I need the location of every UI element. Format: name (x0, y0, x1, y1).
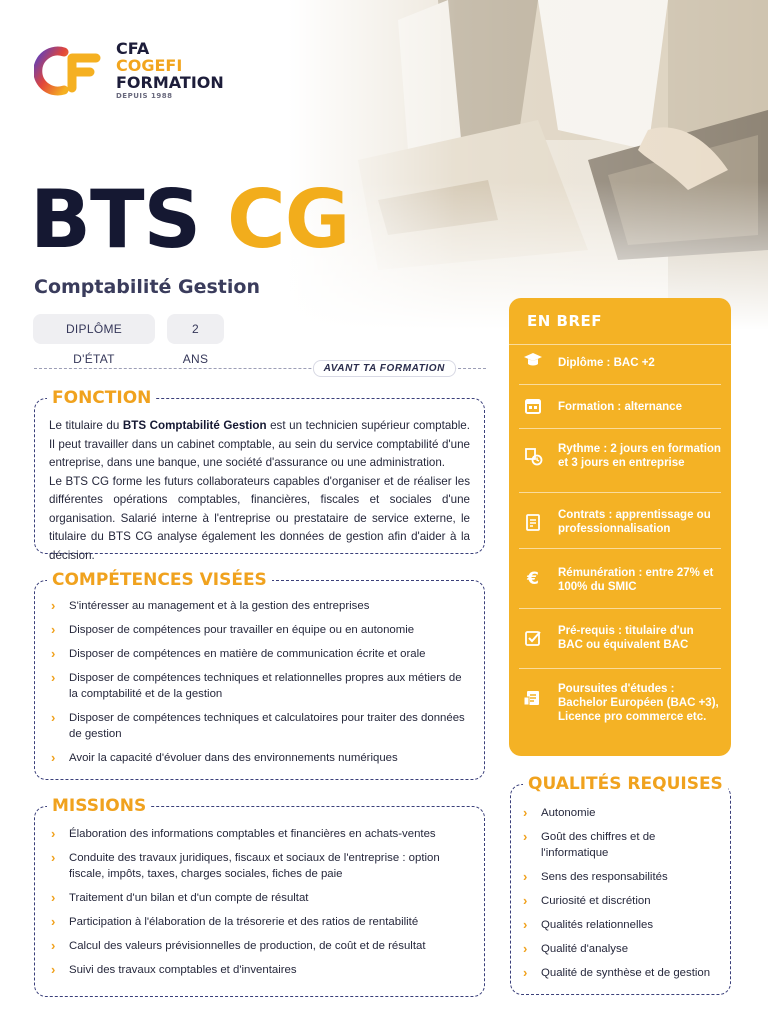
chevron-right-icon: › (51, 646, 56, 661)
mission-item-text: Participation à l'élaboration de la trésorerie et des ratios de rentabilité (69, 916, 419, 928)
euro-icon (523, 568, 543, 588)
pill-duree: 2 ANS (167, 314, 224, 344)
competence-item (49, 622, 472, 638)
fonction-p2: Le BTS CG forme les futurs collaborateurs capables d'organiser et de réaliser les différentes opérations comptables, financières, fiscales et sociales d'une organisation. Salarié interne à l'entreprise ou prestataire de service externe, le titulaire du BTS CG analyse également les données de gestion afin d'aider à la décision. (49, 474, 470, 562)
fonction-p1-bold: BTS Comptabilité Gestion (122, 419, 267, 432)
office-laptop-photo (288, 0, 768, 330)
qualite-item-text: Sens des responsabilités (541, 871, 668, 883)
checkbox-icon (523, 628, 543, 648)
mission-item (49, 826, 472, 842)
page-subtitle: Comptabilité Gestion (34, 276, 260, 298)
qualite-item (521, 805, 718, 821)
studies-icon (523, 688, 543, 708)
en-bref-item-text: Formation : alternance (558, 401, 682, 413)
title-cg: CG (227, 173, 350, 266)
chevron-right-icon: › (51, 598, 56, 613)
cogefi-logo-mark (34, 46, 106, 96)
pill-diplome: DIPLÔME D'ÉTAT (33, 314, 155, 344)
qualite-item-text: Curiosité et discrétion (541, 895, 651, 907)
competence-item (49, 670, 472, 702)
brand-line3: FORMATION (116, 73, 224, 92)
chevron-right-icon: › (51, 938, 56, 953)
mission-item (49, 938, 472, 954)
mission-item-text: Traitement d'un bilan et d'un compte de résultat (69, 892, 309, 904)
competence-item (49, 646, 472, 662)
chevron-right-icon: › (523, 805, 528, 820)
title-bts: BTS (30, 173, 201, 266)
mission-item (49, 850, 472, 882)
mission-item (49, 890, 472, 906)
chevron-right-icon: › (51, 710, 56, 725)
competences-box (34, 570, 485, 780)
competence-item-text: Avoir la capacité d'évoluer dans des environnements numériques (69, 752, 398, 764)
rhythm-icon (523, 446, 543, 466)
mission-item-text: Élaboration des informations comptables et financières en achats-ventes (69, 828, 436, 840)
qualite-item-text: Qualité de synthèse et de gestion (541, 967, 711, 979)
qualite-item (521, 941, 718, 957)
competence-item-text: Disposer de compétences techniques et calculatoires pour traiter des données de gestion (69, 712, 465, 740)
avant-formation-divider (34, 360, 486, 378)
competence-item-text: Disposer de compétences en matière de communication écrite et orale (69, 648, 426, 660)
fonction-p1-before: Le titulaire du (49, 419, 123, 432)
qualite-item (521, 893, 718, 909)
en-bref-item-text: Rythme : 2 jours en formation et 3 jours en entreprise (558, 443, 721, 469)
contract-icon (523, 512, 543, 532)
competence-item (49, 710, 472, 742)
competence-item-text: Disposer de compétences techniques et relationnelles propres aux métiers de la comptabilité et de la gestion (69, 672, 462, 700)
qualite-item-text: Goût des chiffres et de l'informatique (541, 831, 656, 859)
competence-item (49, 750, 472, 766)
chevron-right-icon: › (523, 941, 528, 956)
qualite-item-text: Qualités relationnelles (541, 919, 654, 931)
en-bref-separator (519, 548, 721, 549)
qualite-item-text: Autonomie (541, 807, 596, 819)
mission-item-text: Suivi des travaux comptables et d'inventaires (69, 964, 297, 976)
chevron-right-icon: › (523, 829, 528, 844)
competence-item (49, 598, 472, 614)
svg-text:€: € (527, 569, 539, 588)
en-bref-item-text: Pré-requis : titulaire d'un BAC ou équivalent BAC (558, 625, 694, 651)
brand-line2: COGEFI (116, 56, 183, 75)
competences-title: COMPÉTENCES VISÉES (47, 569, 272, 591)
qualite-item (521, 965, 718, 981)
qualite-item (521, 869, 718, 885)
en-bref-item-text: Diplôme : BAC +2 (558, 357, 655, 369)
chevron-right-icon: › (523, 965, 528, 980)
chevron-right-icon: › (51, 670, 56, 685)
en-bref-item-text: Poursuites d'études : Bachelor Européen (BAC +3), Licence pro commerce etc. (558, 683, 719, 723)
fonction-text (49, 417, 470, 565)
en-bref-divider (509, 344, 731, 345)
mission-item-text: Calcul des valeurs prévisionnelles de production, de coût et de résultat (69, 940, 426, 952)
graduation-cap-icon (523, 350, 543, 370)
en-bref-separator (519, 384, 721, 385)
fonction-title: FONCTION (47, 387, 156, 409)
chevron-right-icon: › (51, 826, 56, 841)
competence-item-text: S'intéresser au management et à la gestion des entreprises (69, 600, 370, 612)
page-title (30, 172, 349, 268)
en-bref-item-text: Rémunération : entre 27% et 100% du SMIC (558, 567, 714, 593)
calendar-icon (523, 396, 543, 416)
fonction-box (34, 388, 485, 562)
missions-box (34, 796, 485, 997)
chevron-right-icon: › (523, 917, 528, 932)
brand-line1: CFA (116, 39, 150, 58)
chevron-right-icon: › (51, 914, 56, 929)
en-bref-separator (519, 668, 721, 669)
en-bref-panel (509, 298, 731, 756)
chevron-right-icon: › (51, 962, 56, 977)
cfa-cogefi-logo (34, 40, 224, 101)
avant-formation-tag: AVANT TA FORMATION (313, 360, 456, 377)
qualite-item (521, 917, 718, 933)
qualite-item (521, 829, 718, 861)
en-bref-separator (519, 428, 721, 429)
en-bref-title: EN BREF (527, 312, 602, 330)
chevron-right-icon: › (51, 850, 56, 865)
qualite-item-text: Qualité d'analyse (541, 943, 629, 955)
mission-item-text: Conduite des travaux juridiques, fiscaux et sociaux de l'entreprise : option fiscale, impôts, taxes, charges sociales, fiches de paie (69, 852, 440, 880)
missions-title: MISSIONS (47, 795, 151, 817)
competence-item-text: Disposer de compétences pour travailler en équipe ou en autonomie (69, 624, 415, 636)
mission-item (49, 962, 472, 978)
chevron-right-icon: › (523, 893, 528, 908)
brand-since: DEPUIS 1988 (116, 92, 173, 100)
chevron-right-icon: › (51, 890, 56, 905)
en-bref-separator (519, 492, 721, 493)
en-bref-separator (519, 608, 721, 609)
qualites-box (510, 774, 731, 995)
chevron-right-icon: › (51, 750, 56, 765)
mission-item (49, 914, 472, 930)
qualites-title: QUALITÉS REQUISES (523, 773, 728, 795)
chevron-right-icon: › (523, 869, 528, 884)
chevron-right-icon: › (51, 622, 56, 637)
en-bref-item-text: Contrats : apprentissage ou professionnalisation (558, 509, 711, 535)
fonction-p1-after: est un technicien supérieur comptable. Il peut travailler dans un cabinet comptable, au sein du service comptabilité d'une entreprise, dans une banque, une société d'assurance ou une administration. (49, 419, 470, 469)
